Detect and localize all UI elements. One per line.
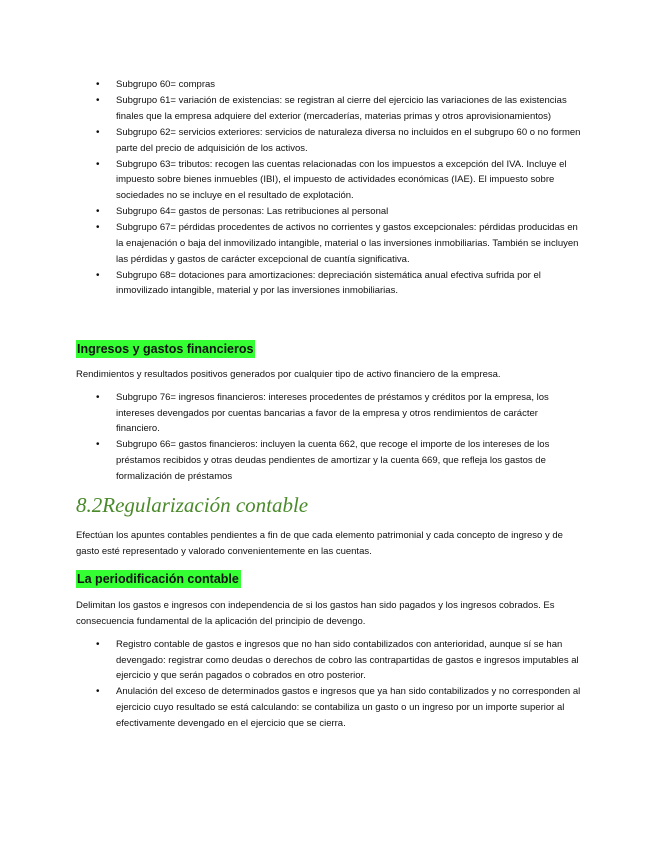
financieros-list bbox=[94, 390, 584, 485]
list-item-text: Registro contable de gastos e ingresos que no han sido contabilizados con anterioridad, aunque sí se han devengado: registrar como deudas o derechos de cobro las contrapartidas de gastos e ingresos imputables al ejercicio y que serán pagados o cobrados en otro posterior. bbox=[116, 639, 579, 682]
list-item bbox=[94, 684, 584, 731]
gastos-subgrupos-list bbox=[94, 77, 584, 299]
list-item-text: Subgrupo 67= pérdidas procedentes de activos no corrientes y gastos excepcionales: pérdidas producidas en la enajenación o baja del inmovilizado intangible, material o las inversiones inmobiliarias. También se incluyen las pérdidas y gastos de carácter excepcional de cuantía significativa. bbox=[116, 222, 579, 265]
list-item-text: Subgrupo 76= ingresos financieros: intereses procedentes de préstamos y créditos por la empresa, los intereses devengados por cuentas bancarias a favor de la empresa y otros rendimientos de carácter financiero. bbox=[116, 392, 549, 435]
bullet-icon: • bbox=[96, 392, 100, 403]
heading-regularizacion-contable: 8.2Regularización contable bbox=[76, 493, 309, 517]
list-item bbox=[94, 125, 584, 156]
list-item bbox=[94, 390, 584, 437]
bullet-icon: • bbox=[96, 439, 100, 451]
list-item-text: Anulación del exceso de determinados gastos e ingresos que ya han sido contabilizados y no corresponden al ejercicio cuyo resultado se está calculando: se contabiliza un gasto o un ingreso por un importe superior al efectivamente devengado en el ejercicio que se cierra. bbox=[116, 686, 581, 729]
list-item-text: Subgrupo 66= gastos financieros: incluyen la cuenta 662, que recoge el importe de los intereses de los préstamos recibidos y otras deudas pendientes de amortizar y la cuenta 669, que refleja los gastos de formalización de préstamos bbox=[116, 439, 550, 482]
list-item bbox=[94, 204, 584, 220]
list-item-text: Subgrupo 68= dotaciones para amortizaciones: depreciación sistemática anual efectiva sufrida por el inmovilizado intangible, material y por las inversiones inmobiliarias. bbox=[116, 269, 541, 297]
financieros-intro-paragraph: Rendimientos y resultados positivos generados por cualquier tipo de activo financiero de la empresa. bbox=[76, 369, 501, 380]
list-item bbox=[94, 268, 584, 299]
list-item-text: Subgrupo 61= variación de existencias: se registran al cierre del ejercicio las variaciones de las existencias finales que la empresa adquiere del exterior (mercaderías, materias primas y otros aprovisionamientos) bbox=[116, 95, 567, 122]
list-item bbox=[94, 157, 584, 204]
bullet-icon: • bbox=[96, 206, 100, 218]
list-item bbox=[94, 437, 584, 484]
periodificacion-intro-paragraph: Delimitan los gastos e ingresos con independencia de si los gastos han sido pagados y los ingresos cobrados. Es consecuencia fundamental de la aplicación del principio de devengo. bbox=[76, 600, 555, 627]
heading-periodificacion-contable: La periodificación contable bbox=[77, 572, 239, 586]
regularizacion-intro-paragraph: Efectúan los apuntes contables pendientes a fin de que cada elemento patrimonial y cada concepto de ingreso y de gasto esté representado y valorado convenientemente en las cuentas. bbox=[76, 530, 563, 557]
bullet-icon: • bbox=[96, 686, 100, 698]
list-item bbox=[94, 77, 584, 93]
list-item-text: Subgrupo 64= gastos de personas: Las retribuciones al personal bbox=[116, 206, 389, 218]
list-item bbox=[94, 637, 584, 684]
list-item-text: Subgrupo 60= compras bbox=[116, 79, 216, 90]
bullet-icon: • bbox=[96, 269, 100, 281]
bullet-icon: • bbox=[96, 95, 100, 107]
list-item bbox=[94, 220, 584, 267]
list-item-text: Subgrupo 63= tributos: recogen las cuentas relacionadas con los impuestos a excepción del IVA. Incluye el impuesto sobre bienes inmuebles (IBI), el impuesto de actividades económicas (IAE). El impuesto sobre sociedades no se incluye en el resultado de explotación. bbox=[116, 158, 567, 201]
list-item-text: Subgrupo 62= servicios exteriores: servicios de naturaleza diversa no incluidos en el subgrupo 60 o no formen parte del precio de adquisición de los activos. bbox=[116, 126, 581, 154]
bullet-icon: • bbox=[96, 639, 100, 650]
bullet-icon: • bbox=[96, 158, 100, 170]
periodificacion-list bbox=[94, 637, 584, 732]
bullet-icon: • bbox=[96, 79, 100, 90]
list-item bbox=[94, 93, 584, 124]
bullet-icon: • bbox=[96, 126, 100, 138]
bullet-icon: • bbox=[96, 222, 100, 234]
heading-ingresos-gastos-financieros: Ingresos y gastos financieros bbox=[77, 342, 254, 356]
